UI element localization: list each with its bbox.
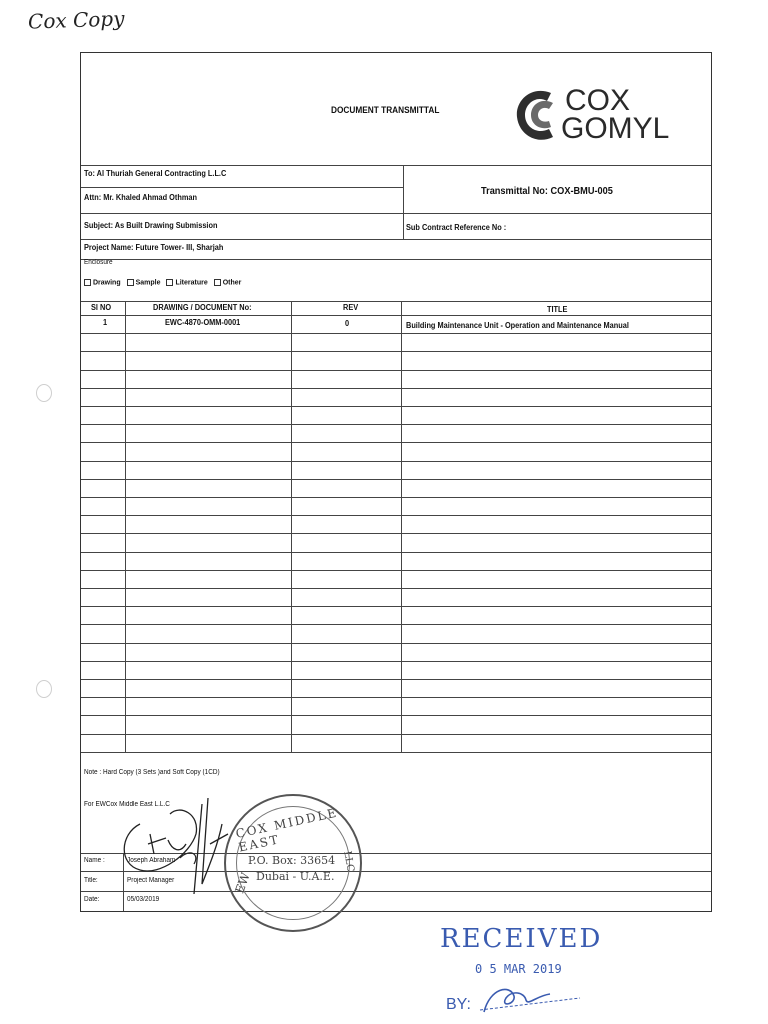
date-value: 05/03/2019 xyxy=(127,896,160,903)
row1-rev: 0 xyxy=(345,319,350,328)
stamp-top-text: COX MIDDLE EAST xyxy=(234,805,340,855)
row1-sl: 1 xyxy=(103,318,108,327)
header-document-no: DRAWING / DOCUMENT No: xyxy=(153,303,252,312)
note-text: Note : Hard Copy (3 Sets )and Soft Copy (1CD) xyxy=(84,769,220,776)
received-stamp-by: BY: xyxy=(446,996,471,1013)
enclosure-options: Drawing Sample Literature Other xyxy=(84,279,241,286)
row1-title: Building Maintenance Unit - Operation and Maintenance Manual xyxy=(406,321,629,330)
stamp-right-text: LLC xyxy=(341,850,356,873)
punch-hole-top xyxy=(36,384,52,402)
sub-contract-reference: Sub Contract Reference No : xyxy=(406,223,507,232)
logo-text-cox: COX xyxy=(565,84,631,117)
transmittal-number: Transmittal No: COX-BMU-005 xyxy=(481,186,613,197)
company-line: For EWCox Middle East L.L.C xyxy=(84,801,170,808)
title-value: Project Manager xyxy=(127,877,175,884)
table-row xyxy=(81,643,711,644)
project-name-field: Project Name: Future Tower- III, Sharjah xyxy=(84,243,224,252)
table-row xyxy=(81,461,711,462)
table-row xyxy=(81,552,711,553)
stamp-left-text: EW xyxy=(232,870,253,896)
table-row xyxy=(81,588,711,589)
document-title: DOCUMENT TRANSMITTAL xyxy=(331,105,440,115)
table-row xyxy=(81,497,711,498)
table-row xyxy=(81,515,711,516)
to-field: To: Al Thuriah General Contracting L.L.C xyxy=(84,169,227,178)
subject-field: Subject: As Built Drawing Submission xyxy=(84,221,218,230)
table-row xyxy=(81,424,711,425)
name-label: Name : xyxy=(84,857,105,864)
handwritten-note: Cox Copy xyxy=(27,6,125,34)
table-row xyxy=(81,752,711,753)
logo-text-gomyl: GOMYL xyxy=(561,112,670,145)
header-sl-no: Sl NO xyxy=(91,303,112,312)
received-stamp-label: RECEIVED xyxy=(440,924,603,954)
company-stamp xyxy=(224,794,362,932)
table-row xyxy=(81,406,711,407)
document-table-grid xyxy=(81,53,711,911)
table-row xyxy=(81,370,711,371)
table-row xyxy=(81,697,711,698)
header-rev: REV xyxy=(343,303,359,312)
stamp-po-box: P.O. Box: 33654 xyxy=(248,854,336,867)
table-row xyxy=(81,606,711,607)
received-stamp-date: 0 5 MAR 2019 xyxy=(475,962,562,976)
title-label: Title: xyxy=(84,877,98,884)
stamp-city: Dubai - U.A.E. xyxy=(256,870,335,883)
row1-doc: EWC-4870-OMM-0001 xyxy=(165,318,241,327)
punch-hole-bottom xyxy=(36,680,52,698)
table-row xyxy=(81,333,711,334)
date-label: Date: xyxy=(84,896,100,903)
table-row xyxy=(81,442,711,443)
table-row xyxy=(81,661,711,662)
received-signature-mark xyxy=(470,978,590,1018)
table-row xyxy=(81,570,711,571)
table-row xyxy=(81,351,711,352)
table-row xyxy=(81,679,711,680)
name-value: Joseph Abraham xyxy=(127,857,176,864)
table-row xyxy=(81,388,711,389)
table-row xyxy=(81,734,711,735)
enclosure-label: Enclosure xyxy=(84,259,113,266)
table-row xyxy=(81,715,711,716)
table-row xyxy=(81,479,711,480)
header-title: TITLE xyxy=(547,305,568,314)
transmittal-form xyxy=(80,52,712,912)
table-row xyxy=(81,533,711,534)
table-row xyxy=(81,624,711,625)
attn-field: Attn: Mr. Khaled Ahmad Othman xyxy=(84,193,198,202)
